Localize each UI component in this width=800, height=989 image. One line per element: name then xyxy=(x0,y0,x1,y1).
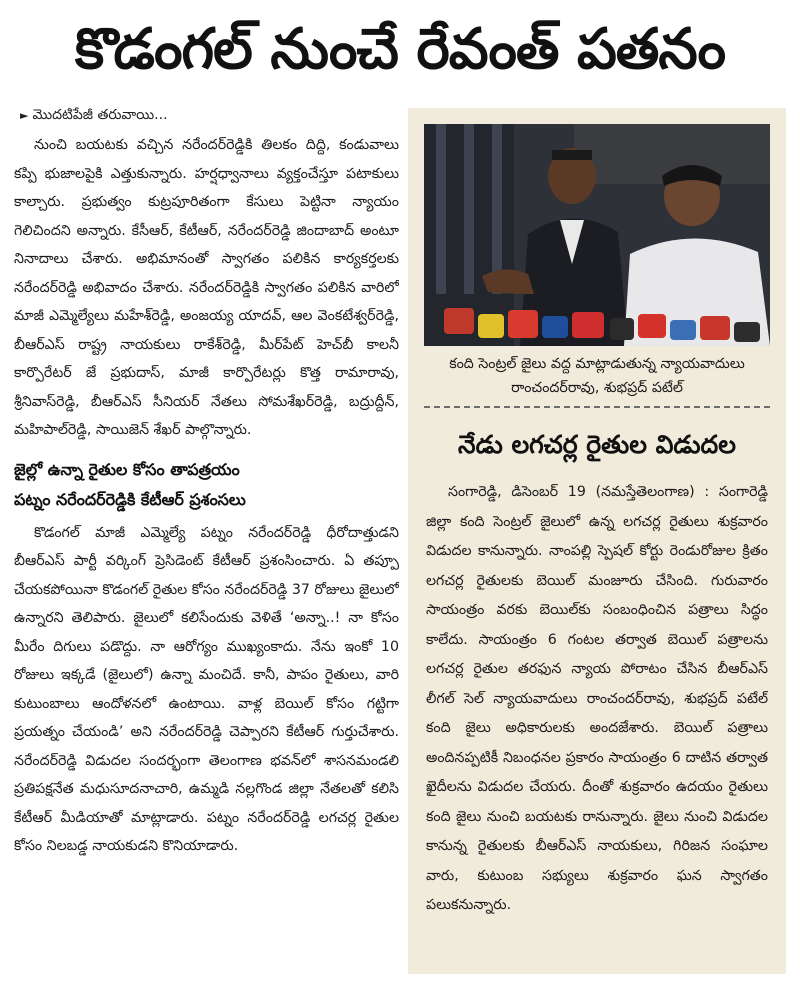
sidebar-headline: నేడు లగచర్ల రైతుల విడుదల xyxy=(458,430,736,459)
triangle-right-icon: ► xyxy=(20,109,29,122)
photo-caption: కంది సెంట్రల్ జైలు వద్ద మాట్లాడుతున్న న్యాయవాదులు రాంచందర్‌రావు, శుభప్రద్ పటేల్ xyxy=(449,356,745,396)
subhead-block xyxy=(14,455,399,515)
article-paragraph-1: నుంచి బయటకు వచ్చిన నరేందర్‌రెడ్డికి తిలకం దిద్ది, కండువాలు కప్పి భుజాలపైకి ఎత్తుకున్నారు. హర్షధ్వానాలు వ్యక్తంచేస్తూ పటాకులు కాల్చారు. ప్రభుత్వం కుట్రపూరితంగా కేసులు పెట్టినా న్యాయం గెలిచిందని అన్నారు. కేసీఆర్, కేటీఆర్, నరేందర్‌రెడ్డి జిందాబాద్ అంటూ నినాదాలు చేశారు. అభిమానంతో స్వాగతం పలికిన కార్యకర్తలకు నరేందర్‌రెడ్డి అభివాదం చేశారు. నరేందర్‌రెడ్డికి స్వాగతం పలికిన వారిలో మాజీ ఎమ్మెల్యేలు మహేశ్‌రెడ్డి, అంజయ్య యాదవ్, ఆల వెంకటేశ్వర్‌రెడ్డి, బీఆర్‌ఎస్ రాష్ట్ర నాయకులు రాకేశ్‌రెడ్డి, మీర్‌పేట్ హెచ్‌బీ కాలనీ కార్పొరేటర్ జే ప్రభుదాస్, మాజీ కార్పొరేటర్లు కొత్త రామారావు, శ్రీనివాస్‌రెడ్డి, బీఆర్‌ఎస్ సీనియర్ నేతలు సోమశేఖర్‌రెడ్డి, బద్రుద్దీన్, మహిపాల్‌రెడ్డి, సాయిజెన్ శేఖర్ పాల్గొన్నారు. xyxy=(14,137,399,438)
news-photo xyxy=(424,124,770,346)
dashed-divider xyxy=(424,406,770,408)
continued-text: మొదటిపేజీ తరువాయి... xyxy=(32,107,168,123)
subhead-1: జైల్లో ఉన్నా రైతుల కోసం తాపత్రయం xyxy=(14,459,240,479)
lawyers-photo-illustration xyxy=(424,124,770,346)
continued-label xyxy=(20,104,399,127)
article-paragraph-2: కొడంగల్ మాజీ ఎమ్మెల్యే పట్నం నరేందర్‌రెడ్డి ధీరోదాత్తుడని బీఆర్‌ఎస్ పార్టీ వర్కింగ్ ప్రెసిడెంట్ కేటీఆర్ ప్రశంసించారు. ఏ తప్పూ చేయకపోయినా కొడంగల్ రైతుల కోసం నరేందర్‌రెడ్డి 37 రోజులు జైలులో ఉన్నారని తెలిపారు. జైలులో కలిసేందుకు వెళితే ‘అన్నా..! నా కోసం మీరేం దిగులు పడొద్దు. నా ఆరోగ్యం ముఖ్యంకాదు. నేను ఇంకో 10 రోజులు ఇక్కడే (జైలులో) ఉన్నా మంచిదే. కానీ, పాపం రైతులు, వారి కుటుంబాలు ఆందోళనలో ఉంటాయి. వాళ్ల బెయిల్ కోసం గట్టిగా ప్రయత్నం చేయండి’ అని నరేందర్‌రెడ్డి చెప్పారని కేటీఆర్ గుర్తుచేశారు. నరేందర్‌రెడ్డి విడుదల సందర్భంగా తెలంగాణ భవన్‌లో శాసనమండలి ప్రతిపక్షనేత మధుసూదనాచారి, ఉమ్మడి నల్లగొండ జిల్లా నేతలతో కలిసి కేటీఆర్ మీడియాతో మాట్లాడారు. పట్నం నరేందర్‌రెడ్డి లగచర్ల రైతుల కోసం నిలబడ్డ నాయకుడని కొనియాడారు. xyxy=(14,524,399,854)
headline: కొడంగల్ నుంచే రేవంత్ పతనం xyxy=(74,17,726,82)
sidebar-article-body: సంగారెడ్డి, డిసెంబర్ 19 (నమస్తేతెలంగాణ) : సంగారెడ్డి జిల్లా కంది సెంట్రల్ జైలులో ఉన్న లగచర్ల రైతులు శుక్రవారం విడుదల కానున్నారు. నాంపల్లి స్పెషల్ కోర్టు రెండురోజుల క్రితం లగచర్ల రైతులకు బెయిల్ మంజూరు చేసింది. గురువారం సాయంత్రం వరకు బెయిల్‌కు సంబంధించిన పత్రాలు సిద్ధం కాలేదు. సాయంత్రం 6 గంటల తర్వాత బెయిల్ పత్రాలను లగచర్ల రైతుల తరఫున న్యాయ పోరాటం చేసిన బీఆర్‌ఎస్ లీగల్ సెల్ న్యాయవాదులు రాంచందర్‌రావు, శుభప్రద్ పటేల్ కంది జైలు అధికారులకు అందజేశారు. బెయిల్ పత్రాలు అందినప్పటికీ నిబంధనల ప్రకారం సాయంత్రం 6 దాటిన తర్వాత ఖైదీలను విడుదల చేయరు. దీంతో శుక్రవారం ఉదయం రైతులు కంది జైలు నుంచి బయటకు రానున్నారు. జైలు నుంచి విడుదల కానున్న రైతులకు బీఆర్‌ఎస్ నాయకులు, గిరిజన సంఘాల వారు, కుటుంబ సభ్యులు శుక్రవారం ఘన స్వాగతం పలుకనున్నారు. xyxy=(426,484,768,913)
sidebar-box xyxy=(408,108,786,974)
main-article xyxy=(14,104,399,980)
subhead-2: పట్నం నరేందర్‌రెడ్డికి కేటీఆర్ ప్రశంసలు xyxy=(14,489,246,509)
